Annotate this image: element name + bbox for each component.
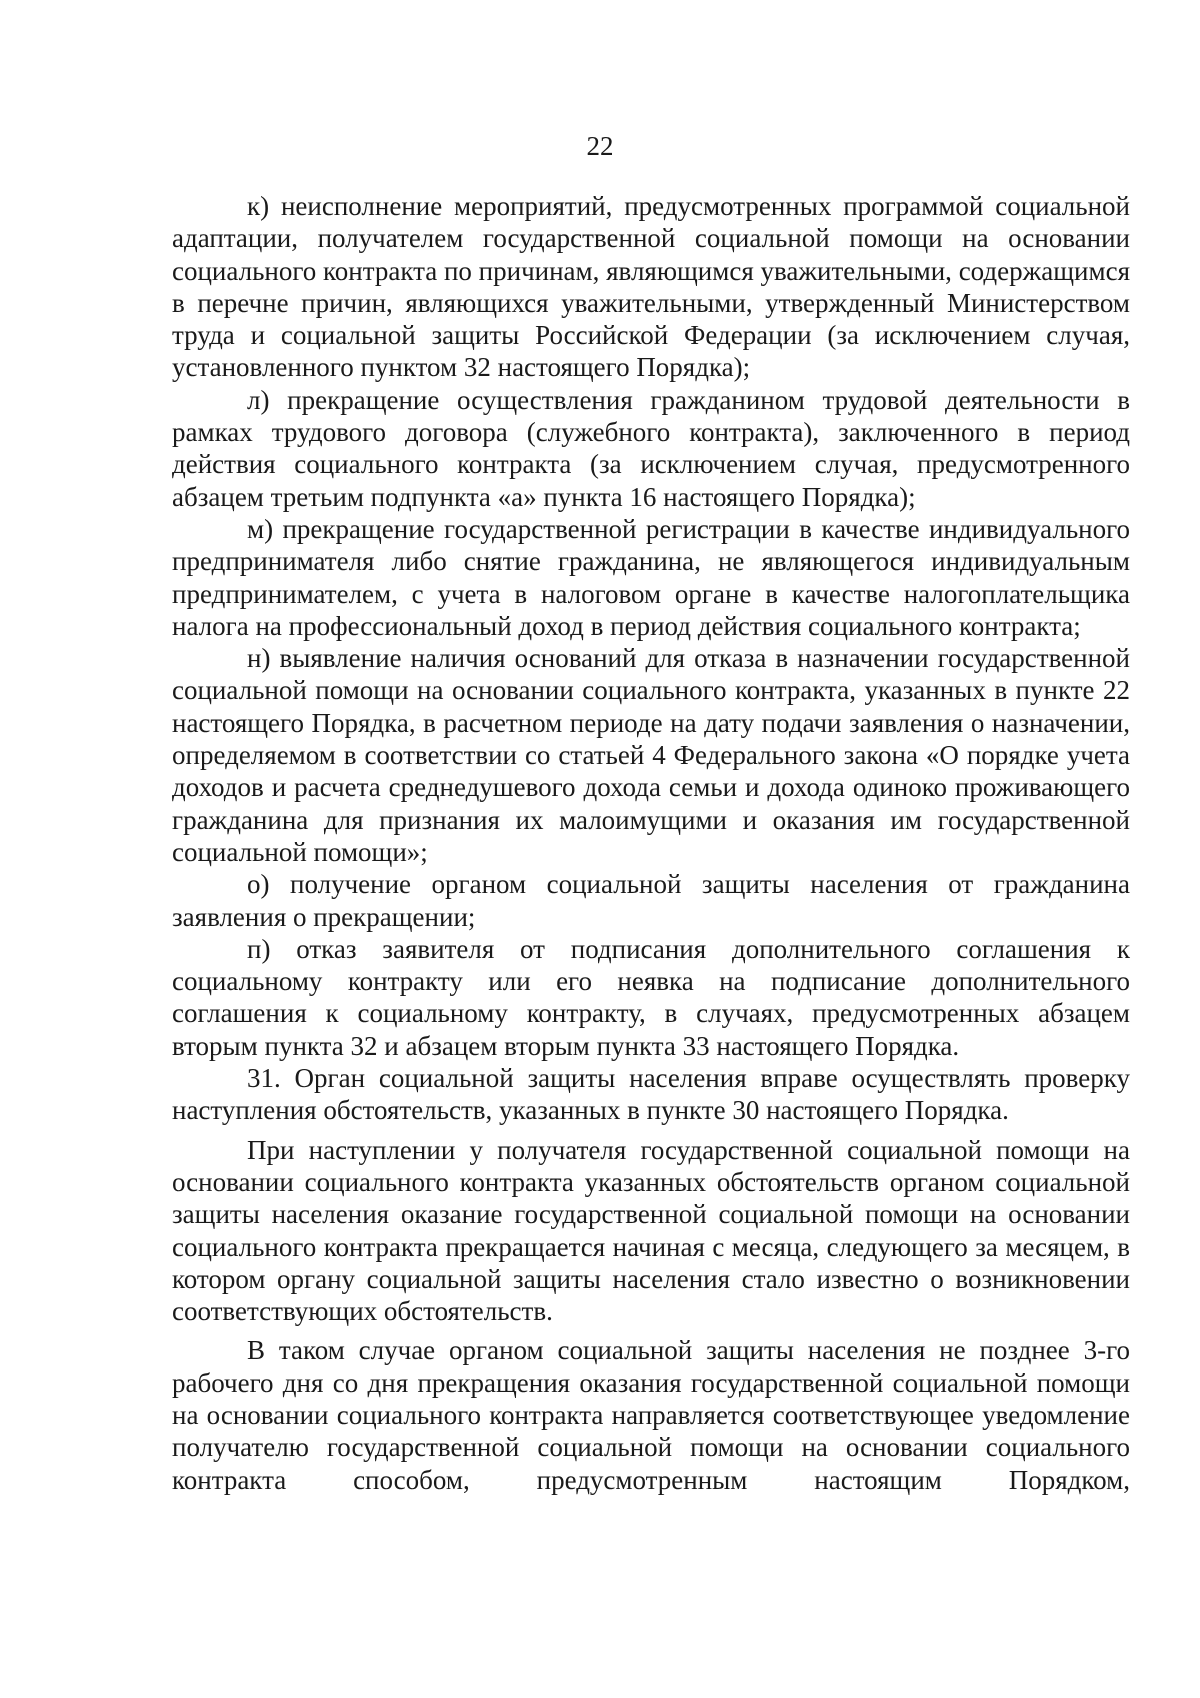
clause-n: н) выявление наличия оснований для отказа в назначении государственной социальной помощи на основании социального контракта, указанных в пункте 22 настоящего Порядка, в расчетном периоде на дату подачи заявления о назначении, определяемом в соответствии со статьей 4 Федерального закона «О порядке учета доходов и расчета среднедушевого дохода семьи и дохода одиноко проживающего гражданина для признания их малоимущими и оказания им государственной социальной помощи»; xyxy=(172,643,1130,867)
notification-paragraph: В таком случае органом социальной защиты населения не позднее 3-го рабочего дня со дня прекращения оказания государственной социальной помощи на основании социального контракта направляется соответствующее уведомление получателю государственной социальной помощи на основании социального контракта способом, предусмотренным настоящим Порядком, xyxy=(172,1335,1130,1495)
document-body xyxy=(172,190,1130,1496)
clause-m: м) прекращение государственной регистрации в качестве индивидуального предпринимателя либо снятие гражданина, не являющегося индивидуальным предпринимателем, с учета в налоговом органе в качестве налогоплательщика налога на профессиональный доход в период действия социального контракта; xyxy=(172,513,1130,641)
clause-l: л) прекращение осуществления гражданином трудовой деятельности в рамках трудового договора (служебного контракта), заключенного в период действия социального контракта (за исключением случая, предусмотренного абзацем третьим подпункта «а» пункта 16 настоящего Порядка); xyxy=(172,384,1130,512)
clause-k: к) неисполнение мероприятий, предусмотренных программой социальной адаптации, получателем государственной социальной помощи на основании социального контракта по причинам, являющимся уважительными, содержащимся в перечне причин, являющихся уважительными, утвержденный Министерством труда и социальной защиты Российской Федерации (за исключением случая, установленного пунктом 32 настоящего Порядка); xyxy=(172,191,1130,383)
clause-p: п) отказ заявителя от подписания дополнительного соглашения к социальному контракту или его неявка на подписание дополнительного соглашения к социальному контракту, в случаях, предусмотренных абзацем вторым пункта 32 и абзацем вторым пункта 33 настоящего Порядка. xyxy=(172,933,1130,1061)
termination-paragraph: При наступлении у получателя государственной социальной помощи на основании социального контракта указанных обстоятельств органом социальной защиты населения оказание государственной социальной помощи на основании социального контракта прекращается начиная с месяца, следующего за месяцем, в котором органу социальной защиты населения стало известно о возникновении соответствующих обстоятельств. xyxy=(172,1134,1130,1327)
clause-o: о) получение органом социальной защиты населения от гражданина заявления о прекращении; xyxy=(172,869,1130,932)
section-31-paragraph: 31. Орган социальной защиты населения вправе осуществлять проверку наступления обстоятельств, указанных в пункте 30 настоящего Порядка. xyxy=(172,1063,1130,1126)
page-number: 22 xyxy=(586,131,614,161)
